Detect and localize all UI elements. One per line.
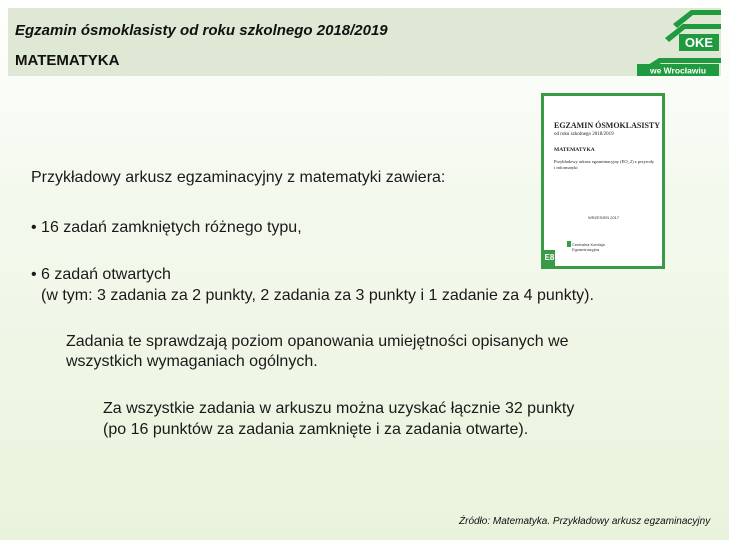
points-paragraph-line2: (po 16 punktów za zadania zamknięte i za zadania otwarte).: [103, 421, 529, 438]
oke-city: we Wrocławiu: [649, 65, 707, 76]
bullet-closed-tasks: • 16 zadań zamkniętych różnego typu,: [31, 219, 302, 236]
oke-logo: [621, 8, 721, 76]
bullet-open-tasks-detail: (w tym: 3 zadania za 2 punkty, 2 zadania za 3 punkty i 1 zadanie za 4 punkty).: [41, 287, 594, 304]
header-bar: [8, 8, 721, 76]
exam-cover-thumbnail: [541, 93, 665, 269]
cover-subject: MATEMATYKA: [554, 147, 595, 153]
oke-text: OKE: [684, 35, 714, 50]
skills-paragraph-line1: Zadania te sprawdzają poziom opanowania umiejętności opisanych we: [66, 333, 569, 350]
subject-title: MATEMATYKA: [15, 52, 120, 69]
skills-paragraph-line2: wszystkich wymaganiach ogólnych.: [66, 353, 318, 370]
points-paragraph-line1: Za wszystkie zadania w arkuszu można uzyskać łącznie 32 punkty: [103, 400, 575, 417]
cover-stamp-icon: [567, 241, 571, 247]
page-title: Egzamin ósmoklasisty od roku szkolnego 2018/2019: [15, 22, 388, 39]
intro-text: Przykładowy arkusz egzaminacyjny z matematyki zawiera:: [31, 169, 446, 186]
source-note: Źródło: Matematyka. Przykładowy arkusz egzaminacyjny: [459, 516, 711, 527]
cover-description: Przykładowy arkusz egzaminacyjny (EO_2) z przyrody i informatyki: [554, 159, 655, 170]
bullet-open-tasks: • 6 zadań otwartych: [31, 266, 171, 283]
cover-corner-mark: E8: [544, 250, 555, 266]
cover-date: WRZESIEŃ 2017: [588, 215, 620, 220]
cover-org: Centralna Komisja Egzaminacyjna: [572, 242, 605, 252]
cover-subtitle: od roku szkolnego 2018/2019: [554, 132, 614, 137]
cover-title: EGZAMIN ÓSMOKLASISTY: [554, 121, 661, 130]
